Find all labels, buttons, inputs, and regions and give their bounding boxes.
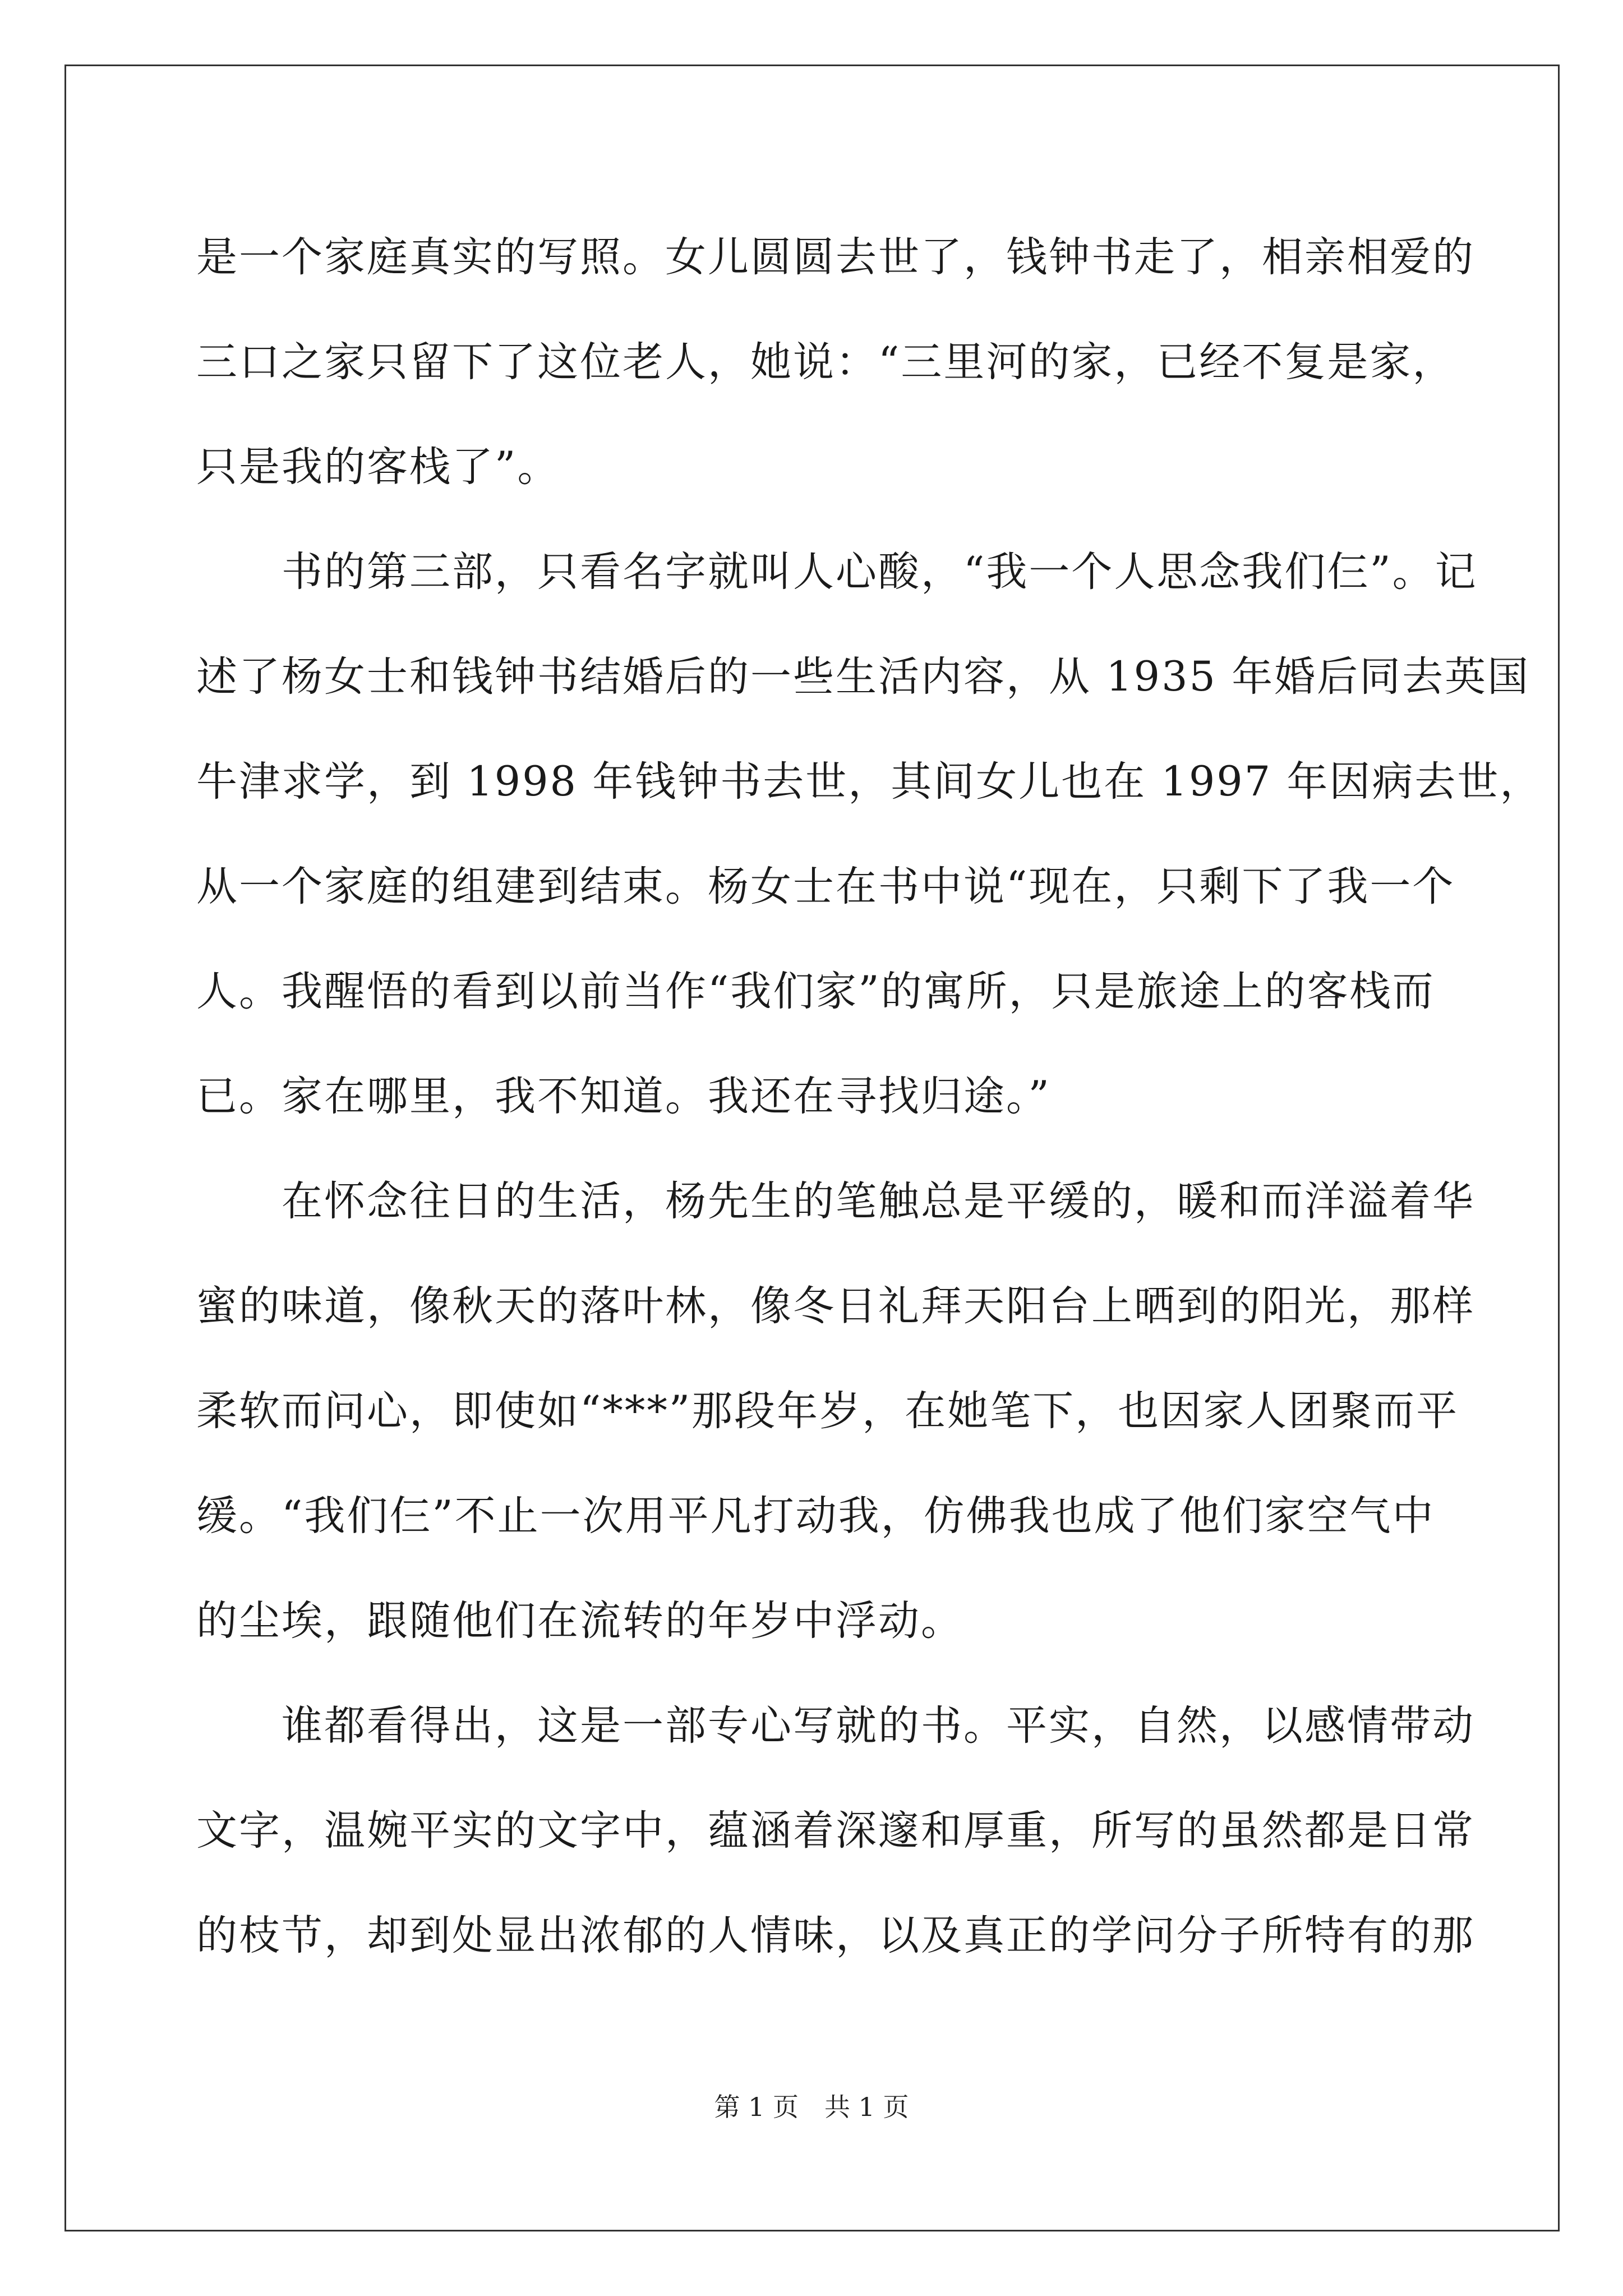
text-line: 的尘埃，跟随他们在流转的年岁中浮动。 bbox=[196, 1597, 963, 1645]
text-line: 的枝节，却到处显出浓郁的人情味，以及真正的学问分子所特有的那 bbox=[196, 1912, 1475, 1959]
text-line: 文字，温婉平实的文字中，蕴涵着深邃和厚重，所写的虽然都是日常 bbox=[196, 1807, 1475, 1855]
text-line: 述了杨女士和钱钟书结婚后的一些生活内容，从 1935 年婚后同去英国 bbox=[196, 653, 1530, 701]
text-line: 柔软而问心，即使如“***”那段年岁，在她笔下，也因家人团聚而平 bbox=[196, 1387, 1459, 1435]
text-line: 只是我的客栈了”。 bbox=[196, 443, 560, 491]
text-line: 缓。“我们仨”不止一次用平凡打动我，仿佛我也成了他们家空气中 bbox=[196, 1492, 1435, 1540]
text-line: 已。家在哪里，我不知道。我还在寻找归途。” bbox=[196, 1073, 1051, 1120]
text-line: 从一个家庭的组建到结束。杨女士在书中说“现在，只剩下了我一个 bbox=[196, 863, 1455, 910]
text-line: 牛津求学，到 1998 年钱钟书去世，其间女儿也在 1997 年因病去世， bbox=[196, 758, 1543, 806]
text-line: 谁都看得出，这是一部专心写就的书。平实，自然，以感情带动 bbox=[196, 1702, 1475, 1750]
text-line: 书的第三部，只看名字就叫人心酸，“我一个人思念我们仨”。记 bbox=[196, 548, 1478, 596]
text-line: 在怀念往日的生活，杨先生的笔触总是平缓的，暖和而洋溢着华 bbox=[196, 1177, 1475, 1225]
text-line: 是一个家庭真实的写照。女儿圆圆去世了，钱钟书走了，相亲相爱的 bbox=[196, 233, 1475, 281]
text-line: 人。我醒悟的看到以前当作“我们家”的寓所，只是旅途上的客栈而 bbox=[196, 968, 1435, 1015]
page-number-footer: 第 1 页 共 1 页 bbox=[714, 2092, 909, 2122]
text-line: 蜜的味道，像秋天的落叶林，像冬日礼拜天阳台上晒到的阳光，那样 bbox=[196, 1282, 1475, 1330]
text-line: 三口之家只留下了这位老人，她说：“三里河的家，已经不复是家， bbox=[196, 338, 1455, 386]
document-body bbox=[196, 205, 1543, 1988]
